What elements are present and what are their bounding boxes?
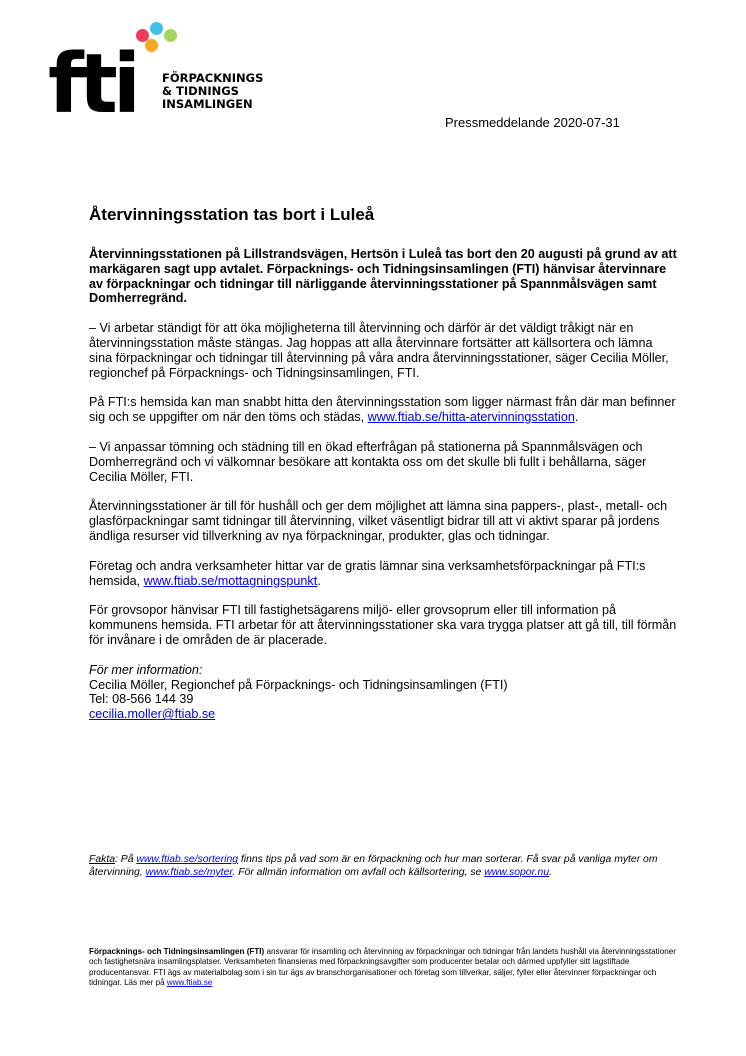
- logo-wordmark: [162, 72, 263, 111]
- paragraph-3: – Vi anpassar tömning och städning till en ökad efterfrågan på stationerna på Spannmålsvägen och Domherregränd och vi välkomnar besökare att kontakta oss om det skulle bli fullt i behållarna, säger Cecilia Möller, FTI.: [89, 439, 647, 484]
- press-release-date: Pressmeddelande 2020-07-31: [445, 115, 620, 130]
- mottagningspunkt-link[interactable]: www.ftiab.se/mottagningspunkt: [143, 573, 318, 588]
- logo-line-2: & TIDNINGS: [162, 84, 239, 98]
- logo-line-3: INSAMLINGEN: [162, 97, 253, 111]
- fakta-text-2: finns tips på vad som är en förpackning och hur man sorterar. Få svar på vanliga myter om återvinning,: [89, 854, 658, 879]
- fakta-note: [89, 853, 679, 879]
- paragraph-5-end: .: [317, 573, 321, 588]
- logo-dot-green: [164, 29, 177, 42]
- myter-link[interactable]: www.ftiab.se/myter: [145, 867, 233, 879]
- fakta-text-3: . För allmän information om avfall och källsortering, se: [232, 867, 485, 879]
- sopor-link[interactable]: www.sopor.nu: [484, 867, 550, 879]
- footer-boilerplate: [89, 947, 679, 989]
- footer-org-name: Förpacknings- och Tidningsinsamlingen (FTI): [89, 947, 265, 956]
- paragraph-4: Återvinningsstationer är till för hushåll och ger dem möjlighet att lämna sina pappers-, plast-, metall- och glasförpackningar samt tidningar till återvinning, vilket väsentligt bidrar till att vi aktivt sparar på jordens ändliga resurser vid tillverkning av nya förpackningar, produkter, glas och tidningar.: [89, 499, 668, 543]
- paragraph-2: [89, 395, 679, 425]
- contact-name: Cecilia Möller, Regionchef på Förpacknings- och Tidningsinsamlingen (FTI): [89, 677, 508, 692]
- paragraph-1: – Vi arbetar ständigt för att öka möjligheterna till återvinning och därför är det väldigt tråkigt när en återvinningsstation måste stängas. Jag hoppas att alla återvinnare fortsätter att källsortera och lämna sina förpackningar och tidningar till återvinning på våra andra återvinningsstationer, säger Cecilia Möller, regionchef på Förpacknings- och Tidningsinsamlingen, FTI.: [89, 321, 669, 380]
- paragraph-6: För grovsopor hänvisar FTI till fastighetsägarens miljö- eller grovsoprum eller till information på kommunens hemsida. FTI arbetar för att återvinningsstationer ska vara trygga platser att gå till, till förmån för invånare i de områden de är placerade.: [89, 603, 677, 647]
- sortering-link[interactable]: www.ftiab.se/sortering: [136, 854, 239, 865]
- footer-link[interactable]: www.ftiab.se: [166, 978, 213, 988]
- logo-mark: fti: [48, 37, 136, 132]
- hitta-station-link[interactable]: www.ftiab.se/hitta-atervinningsstation: [367, 410, 575, 425]
- contact-tel: Tel: 08-566 144 39: [89, 692, 194, 707]
- paragraph-2-end: .: [574, 410, 579, 425]
- logo-dot-blue: [150, 22, 163, 35]
- paragraph-5: [89, 559, 679, 589]
- logo-line-1: FÖRPACKNINGS: [162, 71, 264, 85]
- fti-logo: [48, 20, 288, 132]
- lead-paragraph: Återvinningsstationen på Lillstrandsvägen, Hertsön i Luleå tas bort den 20 augusti på grund av att markägaren sagt upp avtalet. Förpacknings- och Tidningsinsamlingen (FTI) hänvisar återvinnare av förpackningar och tidningar till närliggande återvinningsstationer på Spannmålsvägen samt Domherregränd.: [89, 247, 677, 306]
- fakta-text-1: : På: [115, 854, 137, 865]
- paragraph-2-text: På FTI:s hemsida kan man snabbt hitta den återvinningsstation som ligger närmast från där man befinner sig och se uppgifter om när den töms och städas,: [89, 395, 676, 425]
- article-title: Återvinningsstation tas bort i Luleå: [89, 205, 375, 224]
- paragraph-5-text: Företag och andra verksamheter hittar var de gratis lämnar sina verksamhetsförpackningar på FTI:s hemsida,: [89, 558, 646, 588]
- contact-block: [89, 663, 679, 722]
- fakta-text-4: .: [549, 867, 552, 879]
- logo-dot-orange: [145, 39, 158, 52]
- footer-text: ansvarar för insamling och återvinning av förpackningar och tidningar från landets hushåll via återvinningsstationer och fastighetsnära insamlingsplatser. Verksamheten finansieras med förpackningsavgifter som producenter betalar och därmed uppfyller sitt lagstiftade producentansvar. FTI ägs av materialbolag som i sin tur ägs av branschorganisationer och företag som tillverkar, säljer, fyller eller återvinner förpackningar och tidningar. Läs mer på: [89, 947, 676, 988]
- fakta-label: Fakta: [89, 854, 115, 865]
- contact-heading: För mer information:: [89, 662, 203, 677]
- contact-email-link[interactable]: cecilia.moller@ftiab.se: [89, 707, 216, 722]
- article-body: [89, 205, 679, 722]
